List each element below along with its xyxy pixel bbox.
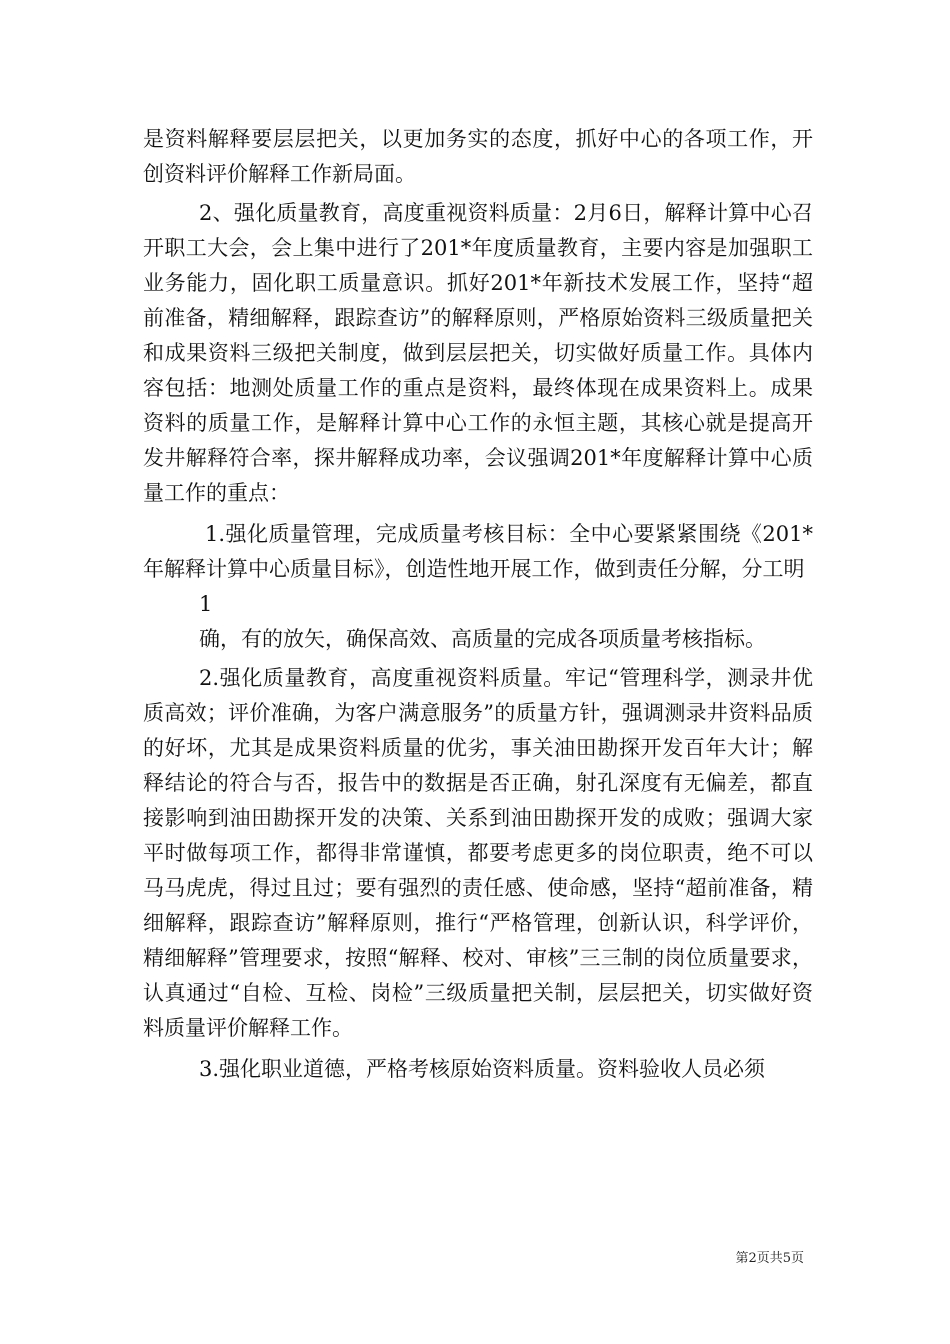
paragraph-quality-education: 2、强化质量教育，高度重视资料质量：2月6日，解释计算中心召开职工大会，会上集中进行了201*年度质量教育，主要内容是加强职工业务能力，固化职工质量意识。抓好201*年新技术发展工作，坚持“超前准备，精细解释，跟踪查访”的解释原则，严格原始资料三级质量把关和成果资料三级把关制度，做到层层把关，切实做好质量工作。具体内容包括：地测处质量工作的重点是资料，最终体现在成果资料上。成果资料的质量工作，是解释计算中心工作的永恒主题，其核心就是提高开发井解释符合率，探井解释成功率，会议强调201*年度解释计算中心质量工作的重点：: [143, 201, 813, 505]
page-footer: 第2页共5页: [735, 1251, 804, 1266]
paragraph-continuation: 是资料解释要层层把关，以更加务实的态度，抓好中心的各项工作，开创资料评价解释工作新局面。: [143, 127, 813, 186]
paragraph-quality-management: 1.强化质量管理，完成质量考核目标：全中心要紧紧围绕《201*年解释计算中心质量目标》，创造性地开展工作，做到责任分解，分工明: [143, 522, 813, 581]
paragraph-quality-awareness: 2.强化质量教育，高度重视资料质量。牢记“管理科学，测录井优质高效；评价准确，为客户满意服务”的质量方针，强调测录井资料品质的好坏，尤其是成果资料质量的优劣，事关油田勘探开发百年大计；解释结论的符合与否，报告中的数据是否正确，射孔深度有无偏差，都直接影响到油田勘探开发的决策、关系到油田勘探开发的成败；强调大家平时做每项工作，都得非常谨慎，都要考虑更多的岗位职责，绝不可以马马虎虎，得过且过；要有强烈的责任感、使命感，坚持“超前准备，精细解释，跟踪查访”解释原则，推行“严格管理，创新认识，科学评价，精细解释”管理要求，按照“解释、校对、审核”三三制的岗位质量要求，认真通过“自检、互检、岗检”三级质量把关制，层层把关，切实做好资料质量评价解释工作。: [143, 666, 813, 1040]
paragraph-professional-ethics: 3.强化职业道德，严格考核原始资料质量。资料验收人员必须: [199, 1057, 766, 1081]
paragraph-targets: 确，有的放矢，确保高效、高质量的完成各项质量考核指标。: [199, 627, 766, 651]
inline-page-number: 1: [199, 592, 213, 616]
document-body: [143, 122, 813, 1087]
